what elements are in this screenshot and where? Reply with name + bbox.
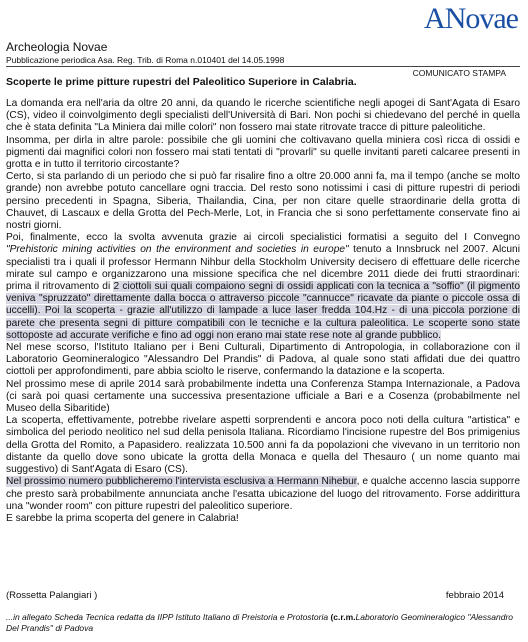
paragraph: E sarebbe la prima scoperta del genere in Calabria! <box>6 512 239 524</box>
paragraph: La domanda era nell'aria da oltre 20 anni, da quando le ricerche scientifiche negli apogei di Sant'Agata di Esaro (CS), video il coinvolgimento degli specialisti dell'Università di Bari. Non pochi si chiedevano del perché in quella che è stata definita "La Miniera dai mille colori" non fossero mai state ritrovate tracce di pitture paleolitiche. <box>6 98 520 134</box>
paragraph: La scoperta, effettivamente, potrebbe rivelare aspetti sorprendenti e ancora poco noti della cultura "artistica" e simbolica del periodo neolitico nel sud della penisola Italiana. Ricordiamo l'incisione rupestre del Bos primigenius della Grotta del Romito, a Papasidero. realizzata 10.500 anni fa da popolazioni che vivevano in un territorio non distante da quello dove sono ubicate la grotta della Monaca e quella del Thesauro ( un nome quanto mai suggestivo) di Sant'Agata di Esaro (CS). <box>6 415 520 476</box>
paragraph: Nel prossimo mese di aprile 2014 sarà probabilmente indetta una Conferenza Stampa Internazionale, a Padova (ci sarà poi quasi certamente una successiva presentazione ufficiale a Bari e a Cosenza (probabilmente nel Museo della Sibaritide) <box>6 378 520 415</box>
article-heading: Scoperte le prime pitture rupestri del Paleolitico Superiore in Calabria. <box>6 76 357 88</box>
paragraph: Nel prossimo numero pubblicheremo l'intervista esclusiva a Hermann Nihebur, e qualche accenno lascia supporre che presto sarà probabilmente annunciata anche l'esatta ubicazione del luogo del ritrovamento. Forse addirittura una "wonder room" con pitture rupestri del paleolitico superiore. <box>6 476 520 512</box>
logo: ANovae <box>424 2 518 35</box>
footer-note: ...in allegato Scheda Tecnica redatta da IIPP Istituto Italiano di Preistoria e Protostoria (c.r.m.Laboratorio Geomineralogico "Alessandro Del Prandis" di Padova <box>6 612 514 633</box>
paragraph: Certo, si sta parlando di un periodo che si può far risalire fino a oltre 20.000 anni fa, ma il tempo (anche se molto grande) non avrebbe potuto cancellare ogni traccia. Del resto sono notissimi i casi di pitture rupestri di periodi persino precedenti in Spagna, Siberia, Thailandia, Cina, per non citare quelle straordinarie della grotta di Chauvet, di Lascaux e della Grotta del Pech-Merle, Lot, in Francia che si sono perfettamente conservate fino ai nostri giorni. <box>6 171 520 232</box>
author: (Rossetta Palangiari ) <box>6 590 98 601</box>
highlighted-passage: 2 ciottoli sui quali compaiono segni di ossidi applicati con la tecnica a "soffio" (il pigmento veniva "spruzzato" direttamente dalla bocca o attraverso piccole "cannucce" ricavate da piante o piccole ossa di uccelli). Poi la scoperta - grazie all'utilizzo di lampade a luce laser fredda 104.Hz - di una piccola porzione di parete che presenta segni di pitture compatibili con le tecniche e la cultura paleolitica. Le scoperte sono state sottoposte ad accurate verifiche e fino ad oggi non erano mai state rese note al grande pubblico. <box>6 281 520 341</box>
paragraph: Insomma, per dirla in altre parole: possibile che gli uomini che coltivavano quella miniera così ricca di ossidi e pigmenti dai magnifici colori non fossero mai stati tentati di "provarli" su quelle invitanti pareti calcaree presenti in grotta e in tutto il territorio circostante? <box>6 134 520 171</box>
paragraph: Nel mese scorso, l'Istituto Italiano per i Beni Culturali, Dipartimento di Antropologia, in collaborazione con il Laboratorio Geomineralogico "Alessandro Del Prandis" di Padova, al quale sono stati affidati due dei quattro ciottoli per approfondimenti, pare abbia sciolto le riserve, confermando la datazione e la scoperta. <box>6 342 520 378</box>
press-release-label: COMUNICATO STAMPA <box>412 68 506 78</box>
date: febbraio 2014 <box>445 590 504 601</box>
conference-title: "Prehistoric mining activities on the environment and societies in europe" <box>6 244 349 256</box>
article-body <box>6 98 520 525</box>
divider <box>6 66 520 67</box>
signature-line <box>6 590 504 601</box>
registration-info: Pubblicazione periodica Asa. Reg. Trib. di Roma n.010401 del 14.05.1998 <box>6 55 285 65</box>
publication-title: Archeologia Novae <box>6 40 108 54</box>
paragraph: Poi, finalmente, ecco la svolta avvenuta grazie ai circoli specialistici formatisi a seguito del I Convegno "Prehistoric mining activities on the environment and societies in europe" tenuto a Innsbruck nel 2007. Alcuni specialisti tra i quali il professor Hermann Nihbur della Stockholm University decisero di effettuare delle ricerche mirate sul campo e organizzarono una missione specifica che nel dicembre 2011 diede dei frutti straordinari: prima il ritrovamento di 2 ciottoli sui quali compaiono segni di ossidi applicati con la tecnica a "soffio" (il pigmento veniva "spruzzato" direttamente dalla bocca o attraverso piccole "cannucce" ricavate da piante o piccole ossa di uccelli). Poi la scoperta - grazie all'utilizzo di lampade a luce laser fredda 104.Hz - di una piccola porzione di parete che presenta segni di pitture compatibili con le tecniche e la cultura paleolitica. Le scoperte sono state sottoposte ad accurate verifiche e fino ad oggi non erano mai state rese note al grande pubblico. <box>6 232 520 341</box>
highlighted-passage: Nel prossimo numero pubblicheremo l'intervista esclusiva a Hermann Nihebur <box>6 476 357 488</box>
